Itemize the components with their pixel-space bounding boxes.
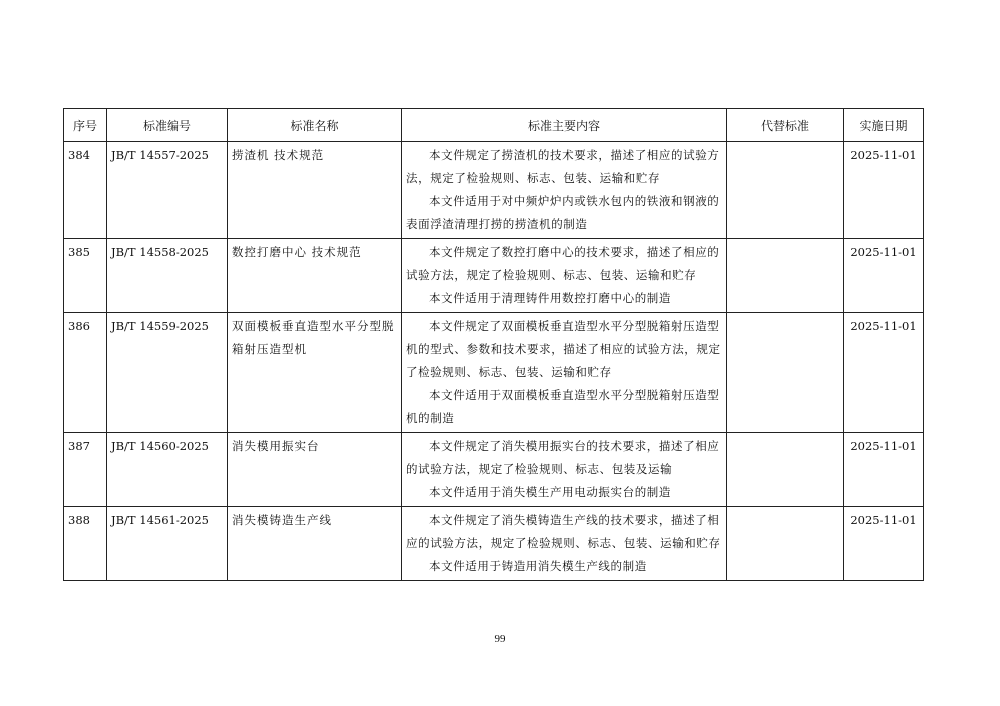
standard-code: JB/T 14558-2025 [107, 239, 228, 313]
effective-date: 2025-11-01 [844, 313, 924, 433]
row-number: 385 [64, 239, 107, 313]
row-number: 384 [64, 142, 107, 239]
standard-name: 消失模用振实台 [228, 433, 402, 507]
standard-code: JB/T 14561-2025 [107, 507, 228, 581]
replaced-standard [727, 507, 844, 581]
content-paragraph: 本文件适用于双面模板垂直造型水平分型脱箱射压造型机的制造 [406, 388, 720, 425]
table-row [64, 433, 924, 507]
header-content: 标准主要内容 [402, 109, 727, 142]
standards-table [63, 108, 924, 581]
header-code: 标准编号 [107, 109, 228, 142]
standard-name: 捞渣机 技术规范 [228, 142, 402, 239]
table-row [64, 507, 924, 581]
content-paragraph: 本文件规定了双面模板垂直造型水平分型脱箱射压造型机的型式、参数和技术要求，描述了相应的试验方法，规定了检验规则、标志、包装、运输和贮存 [406, 319, 721, 379]
effective-date: 2025-11-01 [844, 142, 924, 239]
content-paragraph: 本文件规定了数控打磨中心的技术要求，描述了相应的试验方法，规定了检验规则、标志、包装、运输和贮存 [406, 245, 720, 282]
standard-name: 双面模板垂直造型水平分型脱箱射压造型机 [228, 313, 402, 433]
table-row [64, 239, 924, 313]
table-row [64, 313, 924, 433]
row-number: 388 [64, 507, 107, 581]
replaced-standard [727, 433, 844, 507]
standard-content [402, 433, 727, 507]
content-paragraph: 本文件规定了捞渣机的技术要求，描述了相应的试验方法，规定了检验规则、标志、包装、运输和贮存 [406, 148, 720, 185]
standard-name: 数控打磨中心 技术规范 [228, 239, 402, 313]
table-row [64, 142, 924, 239]
content-paragraph: 本文件适用于铸造用消失模生产线的制造 [429, 559, 647, 573]
standard-code: JB/T 14557-2025 [107, 142, 228, 239]
replaced-standard [727, 142, 844, 239]
header-replaced: 代替标准 [727, 109, 844, 142]
content-paragraph: 本文件适用于清理铸件用数控打磨中心的制造 [429, 291, 671, 305]
header-num: 序号 [64, 109, 107, 142]
header-name: 标准名称 [228, 109, 402, 142]
standard-content [402, 507, 727, 581]
replaced-standard [727, 313, 844, 433]
header-date: 实施日期 [844, 109, 924, 142]
page-number: 99 [494, 633, 506, 645]
row-number: 386 [64, 313, 107, 433]
table-header-row [64, 109, 924, 142]
content-paragraph: 本文件适用于消失模生产用电动振实台的制造 [429, 485, 671, 499]
row-number: 387 [64, 433, 107, 507]
standard-name: 消失模铸造生产线 [228, 507, 402, 581]
standard-content [402, 142, 727, 239]
content-paragraph: 本文件规定了消失模铸造生产线的技术要求，描述了相应的试验方法，规定了检验规则、标志、包装、运输和贮存 [406, 513, 721, 550]
standard-content [402, 239, 727, 313]
content-paragraph: 本文件规定了消失模用振实台的技术要求，描述了相应的试验方法，规定了检验规则、标志、包装及运输 [406, 439, 720, 476]
replaced-standard [727, 239, 844, 313]
effective-date: 2025-11-01 [844, 433, 924, 507]
standard-code: JB/T 14560-2025 [107, 433, 228, 507]
effective-date: 2025-11-01 [844, 507, 924, 581]
standard-code: JB/T 14559-2025 [107, 313, 228, 433]
standard-content [402, 313, 727, 433]
content-paragraph: 本文件适用于对中频炉炉内或铁水包内的铁液和钢液的表面浮渣清理打捞的捞渣机的制造 [406, 194, 720, 231]
effective-date: 2025-11-01 [844, 239, 924, 313]
